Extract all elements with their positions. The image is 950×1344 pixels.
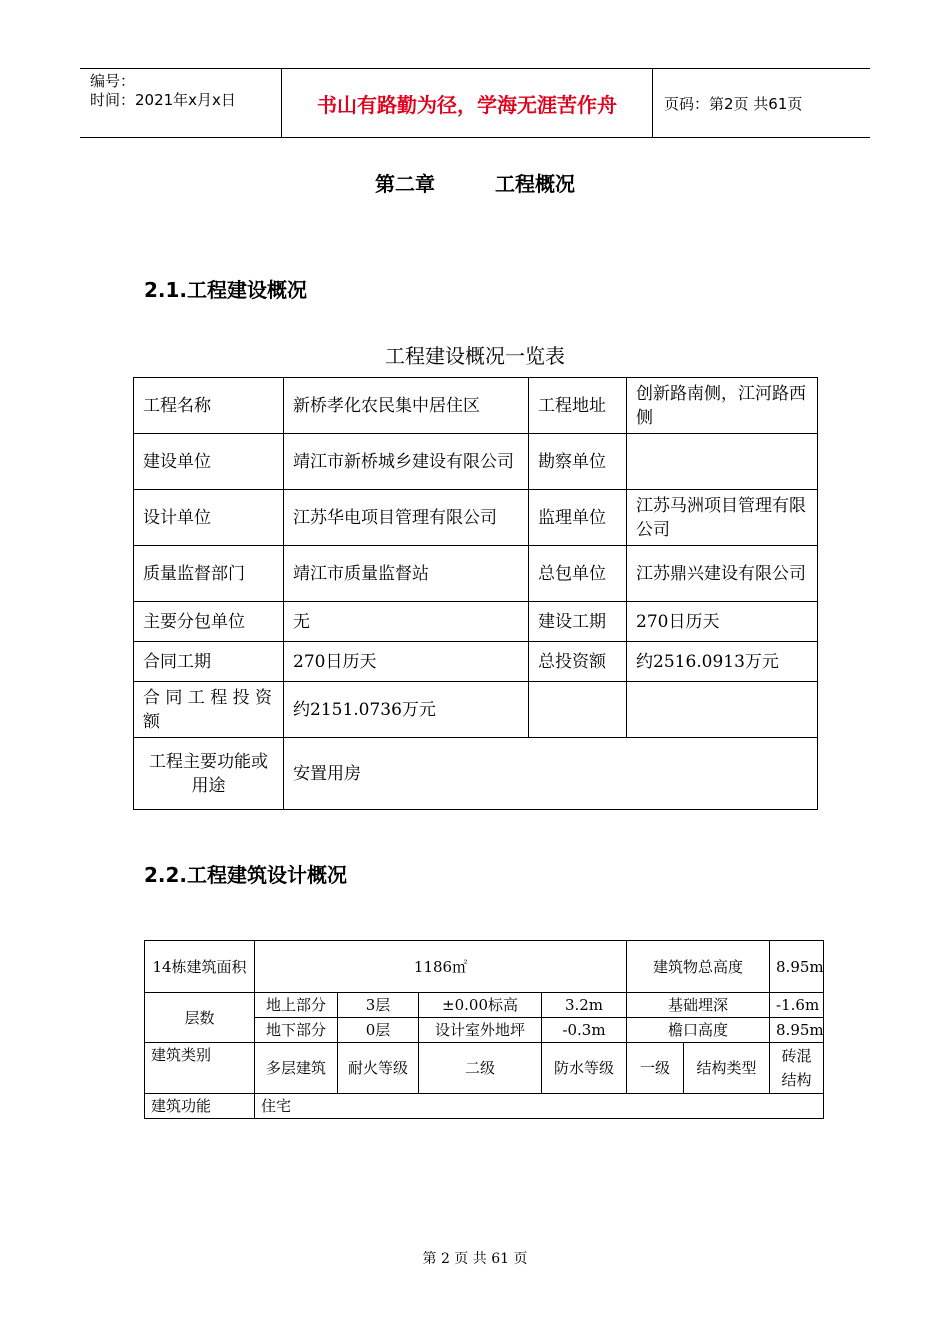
table-cell: 一级	[627, 1043, 684, 1094]
table-cell: 合同工期	[134, 642, 284, 682]
table-cell: 层数	[145, 993, 255, 1043]
chapter-number: 第二章	[375, 172, 435, 196]
table-cell: 8.95m	[770, 941, 824, 993]
table-cell	[529, 682, 627, 738]
table-cell: 江苏马洲项目管理有限公司	[627, 490, 818, 546]
table-row	[134, 378, 818, 434]
table-cell: 新桥孝化农民集中居住区	[284, 378, 529, 434]
table-row	[145, 993, 824, 1018]
table-row	[134, 682, 818, 738]
table-cell: 270日历天	[627, 602, 818, 642]
table-cell: 约2516.0913万元	[627, 642, 818, 682]
table-cell: 砖混结构	[770, 1043, 824, 1094]
table-cell: 建设单位	[134, 434, 284, 490]
header-page-info: 页码：第2页 共61页	[664, 94, 803, 113]
table-cell: 主要分包单位	[134, 602, 284, 642]
table-row	[145, 941, 824, 993]
header-meta	[80, 69, 280, 137]
table-row	[134, 642, 818, 682]
table-row	[145, 1094, 824, 1119]
section-heading-2-2: 2.2.工程建筑设计概况	[144, 863, 348, 887]
section-heading-2-1: 2.1.工程建设概况	[144, 278, 308, 302]
table-cell: 勘察单位	[529, 434, 627, 490]
table-cell: 安置用房	[284, 738, 818, 810]
table-row	[134, 602, 818, 642]
table-cell: 建筑功能	[145, 1094, 255, 1119]
table-cell: 结构类型	[684, 1043, 770, 1094]
table-cell: 无	[284, 602, 529, 642]
table-cell: 270日历天	[284, 642, 529, 682]
table-cell: 0层	[338, 1018, 419, 1043]
table-cell	[627, 682, 818, 738]
table-cell: 总包单位	[529, 546, 627, 602]
table-cell: 1186㎡	[255, 941, 627, 993]
table-cell: 地下部分	[255, 1018, 338, 1043]
table-row	[134, 546, 818, 602]
table-row	[134, 490, 818, 546]
table-row	[134, 434, 818, 490]
table-cell: 监理单位	[529, 490, 627, 546]
table-cell: 防水等级	[542, 1043, 627, 1094]
table-cell: 住宅	[255, 1094, 824, 1119]
page-footer: 第 2 页 共 61 页	[422, 1251, 528, 1267]
table-cell: 靖江市新桥城乡建设有限公司	[284, 434, 529, 490]
table-cell: -1.6m	[770, 993, 824, 1018]
table-cell	[627, 434, 818, 490]
table-cell: 设计室外地坪	[419, 1018, 542, 1043]
table-cell: 靖江市质量监督站	[284, 546, 529, 602]
table-cell: 工程地址	[529, 378, 627, 434]
table-cell: 地上部分	[255, 993, 338, 1018]
table-cell: 质量监督部门	[134, 546, 284, 602]
table-cell: 总投资额	[529, 642, 627, 682]
header-motto: 书山有路勤为径，学海无涯苦作舟	[281, 69, 653, 137]
chapter-name: 工程概况	[495, 172, 575, 196]
table-cell: 创新路南侧，江河路西侧	[627, 378, 818, 434]
table-cell: 14栋建筑面积	[145, 941, 255, 993]
table-cell: 合同工程投资额	[134, 682, 284, 738]
table-cell: 3层	[338, 993, 419, 1018]
table-row	[145, 1043, 824, 1094]
architectural-design-table	[144, 940, 824, 1119]
header-time-label: 时间：2021年x月x日	[90, 91, 236, 109]
table-cell: ±0.00标高	[419, 993, 542, 1018]
table-cell: 江苏鼎兴建设有限公司	[627, 546, 818, 602]
table-cell: 二级	[419, 1043, 542, 1094]
table-cell: 江苏华电项目管理有限公司	[284, 490, 529, 546]
table-row	[134, 738, 818, 810]
table-caption: 工程建设概况一览表	[385, 344, 565, 368]
table-cell: 建设工期	[529, 602, 627, 642]
table-cell: 檐口高度	[627, 1018, 770, 1043]
table-cell: 8.95m	[770, 1018, 824, 1043]
table-cell: 3.2m	[542, 993, 627, 1018]
table-cell: 多层建筑	[255, 1043, 338, 1094]
construction-overview-table	[133, 377, 818, 810]
chapter-title	[0, 168, 950, 197]
table-cell: 基础埋深	[627, 993, 770, 1018]
table-cell: 设计单位	[134, 490, 284, 546]
header-number-label: 编号：	[90, 72, 136, 90]
page-header	[80, 68, 870, 138]
table-cell: 建筑物总高度	[627, 941, 770, 993]
table-cell: 建筑类别	[145, 1043, 255, 1094]
table-cell: 约2151.0736万元	[284, 682, 529, 738]
table-cell: 工程主要功能或用途	[134, 738, 284, 810]
table-cell: 耐火等级	[338, 1043, 419, 1094]
table-cell: 工程名称	[134, 378, 284, 434]
table-cell: -0.3m	[542, 1018, 627, 1043]
